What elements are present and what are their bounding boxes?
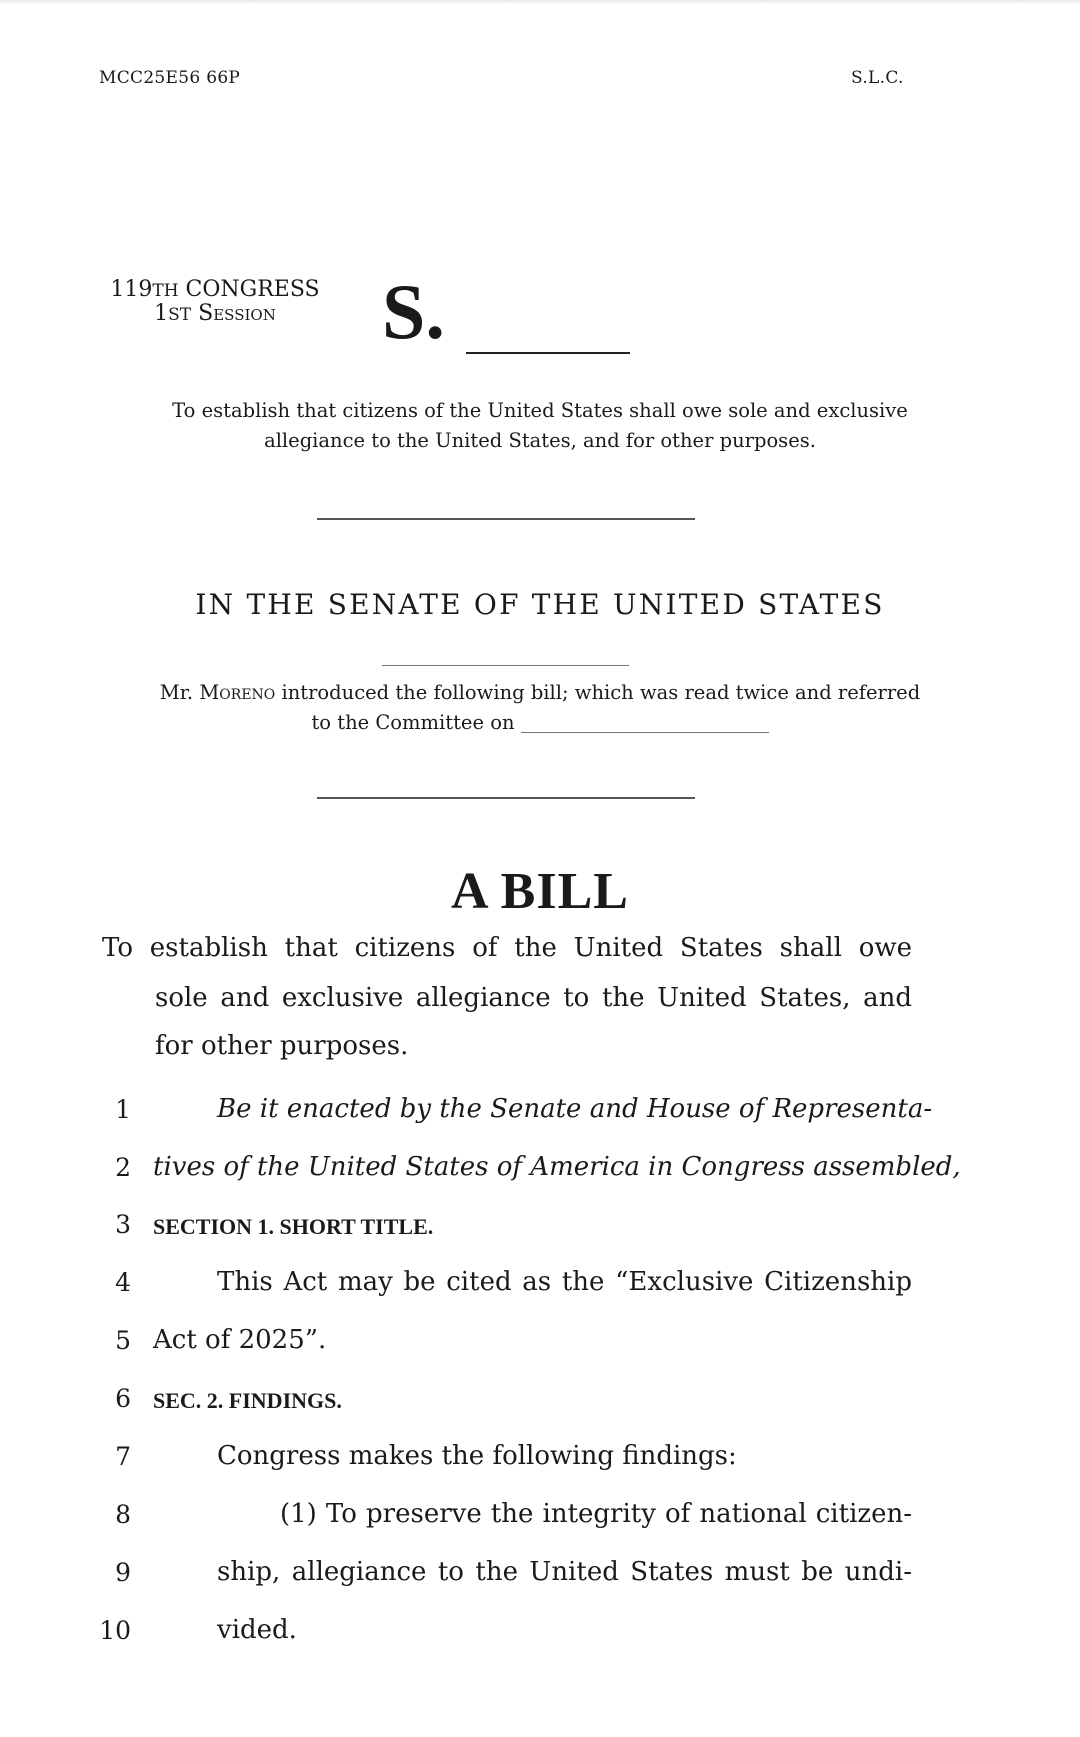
introduction-text: introduced the following bill; which was read twice and referred <box>281 681 921 704</box>
session-suffix: ST <box>168 305 192 325</box>
section-2-heading: SEC. 2. FINDINGS. <box>153 1388 342 1413</box>
sponsor-name: Moreno <box>199 681 276 704</box>
purpose-line-2: sole and exclusive allegiance to the United States, and <box>155 983 912 1013</box>
committee-text: to the Committee on <box>311 711 515 734</box>
line-number: 9 <box>115 1558 131 1587</box>
line-number: 6 <box>115 1384 131 1413</box>
congress-number: 119 <box>110 277 153 302</box>
line-number: 1 <box>115 1095 131 1124</box>
session-word: Session <box>198 301 276 326</box>
chamber-heading: IN THE SENATE OF THE UNITED STATES <box>195 588 885 621</box>
finding-1-line-2: ship, allegiance to the United States must be undi- <box>217 1557 912 1587</box>
sponsor-title: Mr. <box>159 681 194 704</box>
finding-1-line-3: vided. <box>217 1615 297 1645</box>
line-number: 8 <box>115 1500 131 1529</box>
bill-heading: A BILL <box>451 863 629 920</box>
short-title-line-2: Act of 2025”. <box>153 1325 327 1355</box>
short-title-line-1: This Act may be cited as the “Exclusive Citizenship <box>217 1267 912 1297</box>
line-number: 10 <box>99 1616 131 1645</box>
page-top-edge <box>0 0 1080 4</box>
purpose-line-1: To establish that citizens of the United States shall owe <box>102 933 912 963</box>
congress-suffix: TH <box>152 281 179 301</box>
line-number: 3 <box>115 1210 131 1239</box>
line-number: 5 <box>115 1326 131 1355</box>
line-number: 2 <box>115 1153 131 1182</box>
committee-blank <box>521 732 769 733</box>
document-id: MCC25E56 66P <box>99 68 241 88</box>
congress-label <box>100 278 330 303</box>
findings-intro: Congress makes the following findings: <box>217 1441 737 1471</box>
line-number: 7 <box>115 1442 131 1471</box>
congress-word: CONGRESS <box>185 277 320 302</box>
office-code: S.L.C. <box>851 68 904 88</box>
enacting-clause-line-2: tives of the United States of America in Congress assembled, <box>153 1152 961 1182</box>
divider-rule <box>317 797 695 799</box>
session-label <box>100 302 330 327</box>
divider-rule <box>317 518 695 520</box>
bill-prefix: S. <box>382 268 445 355</box>
summary-line-2: allegiance to the United States, and for other purposes. <box>264 429 816 452</box>
introduction-line-1 <box>100 681 980 704</box>
line-number: 4 <box>115 1268 131 1297</box>
summary-line-1: To establish that citizens of the United States shall owe sole and exclusive <box>172 399 908 422</box>
divider-rule-short <box>382 665 629 666</box>
introduction-line-2 <box>100 711 980 734</box>
section-1-heading: SECTION 1. SHORT TITLE. <box>153 1214 434 1239</box>
purpose-line-3: for other purposes. <box>155 1031 409 1061</box>
session-number: 1 <box>154 301 169 326</box>
finding-1-line-1: (1) To preserve the integrity of national citizen- <box>280 1499 912 1529</box>
bill-number-blank <box>466 352 630 354</box>
enacting-clause-line-1: Be it enacted by the Senate and House of Representa- <box>217 1094 933 1124</box>
